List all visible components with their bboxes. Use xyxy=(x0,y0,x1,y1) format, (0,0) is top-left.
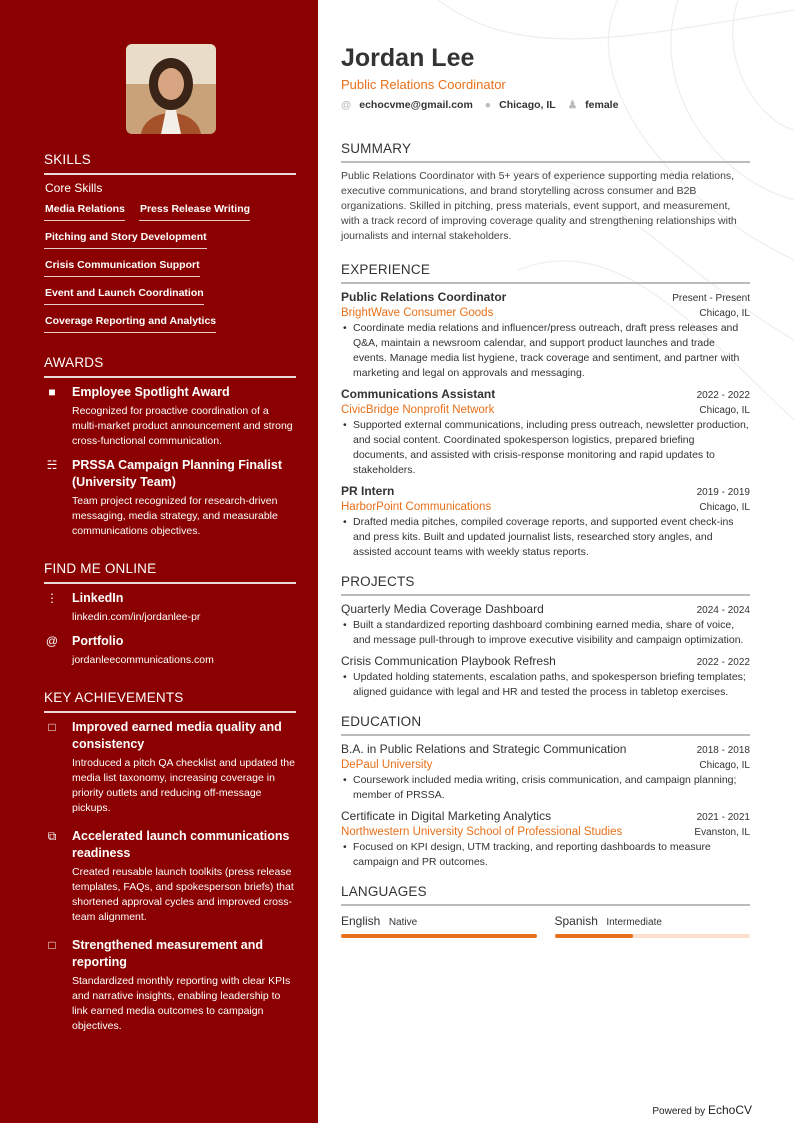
achievement-desc: Introduced a pitch QA checklist and updated the media list taxonomy, increasing coverage in priority outlets and reducing off-message pickups. xyxy=(72,757,295,814)
copy-icon: ⧉ xyxy=(47,829,57,843)
language-level: Intermediate xyxy=(606,917,662,928)
summary-text: Public Relations Coordinator with 5+ years of experience supporting media relations, executive communications, and brand storytelling across consumer and B2B organizations. Skilled in pitching, press materials, event support, and measurement, with a track record of improving coverage quality and strengthening relationships with journalists and internal stakeholders. xyxy=(341,170,737,242)
degree: B.A. in Public Relations and Strategic Communication xyxy=(341,742,627,756)
achievement-item xyxy=(44,719,296,816)
candidate-name: Jordan Lee xyxy=(341,44,475,72)
bullet: • Drafted media pitches, compiled coverage reports, and supported event check-ins and press kits. Built and updated journalist lists, researched story angles, and assisted account teams with weekly status reports. xyxy=(341,515,750,560)
person-icon: ♟ xyxy=(567,99,578,111)
location: Chicago, IL xyxy=(699,308,750,319)
education-entry xyxy=(341,809,750,870)
linkedin-link[interactable]: linkedin.com/in/jordanlee-pr xyxy=(72,611,201,623)
email-icon: @ xyxy=(341,99,352,111)
project-entry xyxy=(341,654,750,700)
achievement-title: Strengthened measurement and reporting xyxy=(72,938,264,969)
experience-entry xyxy=(341,387,750,478)
organization: CivicBridge Nonprofit Network xyxy=(341,404,495,416)
online-heading: FIND ME ONLINE xyxy=(44,561,296,584)
document-icon: □ xyxy=(48,720,56,734)
at-icon: @ xyxy=(45,634,59,648)
experience-entry xyxy=(341,484,750,560)
date: 2022 - 2022 xyxy=(696,657,750,668)
profile-photo xyxy=(126,44,216,134)
award-desc: Recognized for proactive coordination of a multi-market product announcement and strong cross-functional communication. xyxy=(72,405,293,447)
skill-chip: Press Release Writing xyxy=(139,199,250,221)
skill-chip: Pitching and Story Development xyxy=(44,227,207,249)
skill-chip: Media Relations xyxy=(44,199,125,221)
language-proficiency-bar xyxy=(555,934,633,938)
projects-heading: PROJECTS xyxy=(341,574,750,596)
achievement-title: Accelerated launch communications readiness xyxy=(72,829,290,860)
bullet: • Built a standardized reporting dashboard combining earned media, share of voice, and message pull-through to improve executive visibility and campaign optimization. xyxy=(341,618,750,648)
achievement-desc: Standardized monthly reporting with clear KPIs and narrative insights, enabling leadership to link earned media outcomes to campaign objectives. xyxy=(72,975,291,1032)
school: Northwestern University School of Professional Studies xyxy=(341,826,623,838)
email: echocvme@gmail.com xyxy=(359,99,473,111)
bullet: • Focused on KPI design, UTM tracking, and reporting dashboards to measure campaign and PR outcomes. xyxy=(341,840,750,870)
dots-icon: ⋮ xyxy=(46,591,58,605)
online-label: LinkedIn xyxy=(72,591,124,605)
bullet: • Coordinate media relations and influencer/press outreach, draft press releases and Q&A, maintain a newsroom calendar, and support product launches and trade events. Manage media list hygiene, track coverage and sentiment, and partner with marketing and legal on approvals and messaging. xyxy=(341,321,750,381)
achievement-desc: Created reusable launch toolkits (press release templates, FAQs, and spokesperson briefs) that shortened approval cycles and improved cross-team alignment. xyxy=(72,866,294,923)
skills-heading: SKILLS xyxy=(44,152,296,175)
location: Chicago, IL xyxy=(499,99,556,111)
brand-name: EchoCV xyxy=(707,1103,752,1117)
role: Public Relations Coordinator xyxy=(341,290,507,304)
portfolio-link[interactable]: jordanleecommunications.com xyxy=(72,654,214,666)
date: Present - Present xyxy=(672,293,750,304)
degree: Certificate in Digital Marketing Analytics xyxy=(341,809,552,823)
date: 2019 - 2019 xyxy=(696,487,750,498)
project-entry xyxy=(341,602,750,648)
bullet: • Coursework included media writing, crisis communication, and campaign planning; member of PRSSA. xyxy=(341,773,750,803)
role: PR Intern xyxy=(341,484,395,498)
organization: BrightWave Consumer Goods xyxy=(341,307,494,319)
award-title: Employee Spotlight Award xyxy=(72,385,230,399)
education-entry xyxy=(341,742,750,803)
education-heading: EDUCATION xyxy=(341,714,750,736)
date: 2022 - 2022 xyxy=(696,390,750,401)
date: 2021 - 2021 xyxy=(696,812,750,823)
date: 2024 - 2024 xyxy=(696,605,750,616)
comment-icon: ■ xyxy=(48,385,56,399)
location-pin-icon: ● xyxy=(484,99,492,111)
date: 2018 - 2018 xyxy=(696,745,750,756)
school: DePaul University xyxy=(341,759,433,771)
gender: female xyxy=(585,99,619,111)
project-title: Quarterly Media Coverage Dashboard xyxy=(341,602,544,616)
organization: HarborPoint Communications xyxy=(341,501,492,513)
awards-heading: AWARDS xyxy=(44,355,296,378)
award-title: PRSSA Campaign Planning Finalist (University Team) xyxy=(72,458,282,489)
award-item xyxy=(44,457,296,539)
role: Communications Assistant xyxy=(341,387,496,401)
powered-by-text: Powered by xyxy=(652,1106,706,1117)
experience-heading: EXPERIENCE xyxy=(341,262,750,284)
language-level: Native xyxy=(388,917,418,928)
document-chart-icon: □ xyxy=(48,938,56,952)
online-item xyxy=(44,633,296,668)
language-proficiency-bar xyxy=(341,934,537,938)
skill-chip: Crisis Communication Support xyxy=(44,255,200,277)
main-content xyxy=(341,0,750,956)
skills-group-title: Core Skills xyxy=(45,181,103,195)
sidebar xyxy=(0,0,318,1123)
online-item xyxy=(44,590,296,625)
skill-chip: Event and Launch Coordination xyxy=(44,283,204,305)
achievement-item xyxy=(44,828,296,925)
language-item xyxy=(341,912,537,938)
location: Chicago, IL xyxy=(699,502,750,513)
cake-icon: ☵ xyxy=(46,458,58,472)
footer xyxy=(652,1103,752,1117)
language-name: Spanish xyxy=(554,914,598,928)
skill-chip: Coverage Reporting and Analytics xyxy=(44,311,216,333)
achievement-title: Improved earned media quality and consistency xyxy=(72,720,282,751)
languages-heading: LANGUAGES xyxy=(341,884,750,906)
summary-heading: SUMMARY xyxy=(341,141,750,163)
achievement-item xyxy=(44,937,296,1034)
location: Chicago, IL xyxy=(699,760,750,771)
online-label: Portfolio xyxy=(72,634,124,648)
language-name: English xyxy=(341,914,381,928)
experience-entry xyxy=(341,290,750,381)
achievements-heading: KEY ACHIEVEMENTS xyxy=(44,690,296,713)
award-item xyxy=(44,384,296,449)
project-title: Crisis Communication Playbook Refresh xyxy=(341,654,556,668)
bullet: • Supported external communications, including press outreach, newsletter production, and social content. Coordinated spokesperson logistics, prepared briefing documents, and assisted with crisis-response monitoring and rapid updates to stakeholders. xyxy=(341,418,750,478)
location: Chicago, IL xyxy=(699,405,750,416)
language-item xyxy=(555,912,751,938)
location: Evanston, IL xyxy=(694,827,750,838)
job-title: Public Relations Coordinator xyxy=(341,77,506,92)
bullet: • Updated holding statements, escalation paths, and spokesperson briefing templates; aligned guidance with legal and HR and tested the process in tabletop exercises. xyxy=(341,670,750,700)
award-desc: Team project recognized for research-driven messaging, media strategy, and measurable communications objectives. xyxy=(72,495,278,537)
